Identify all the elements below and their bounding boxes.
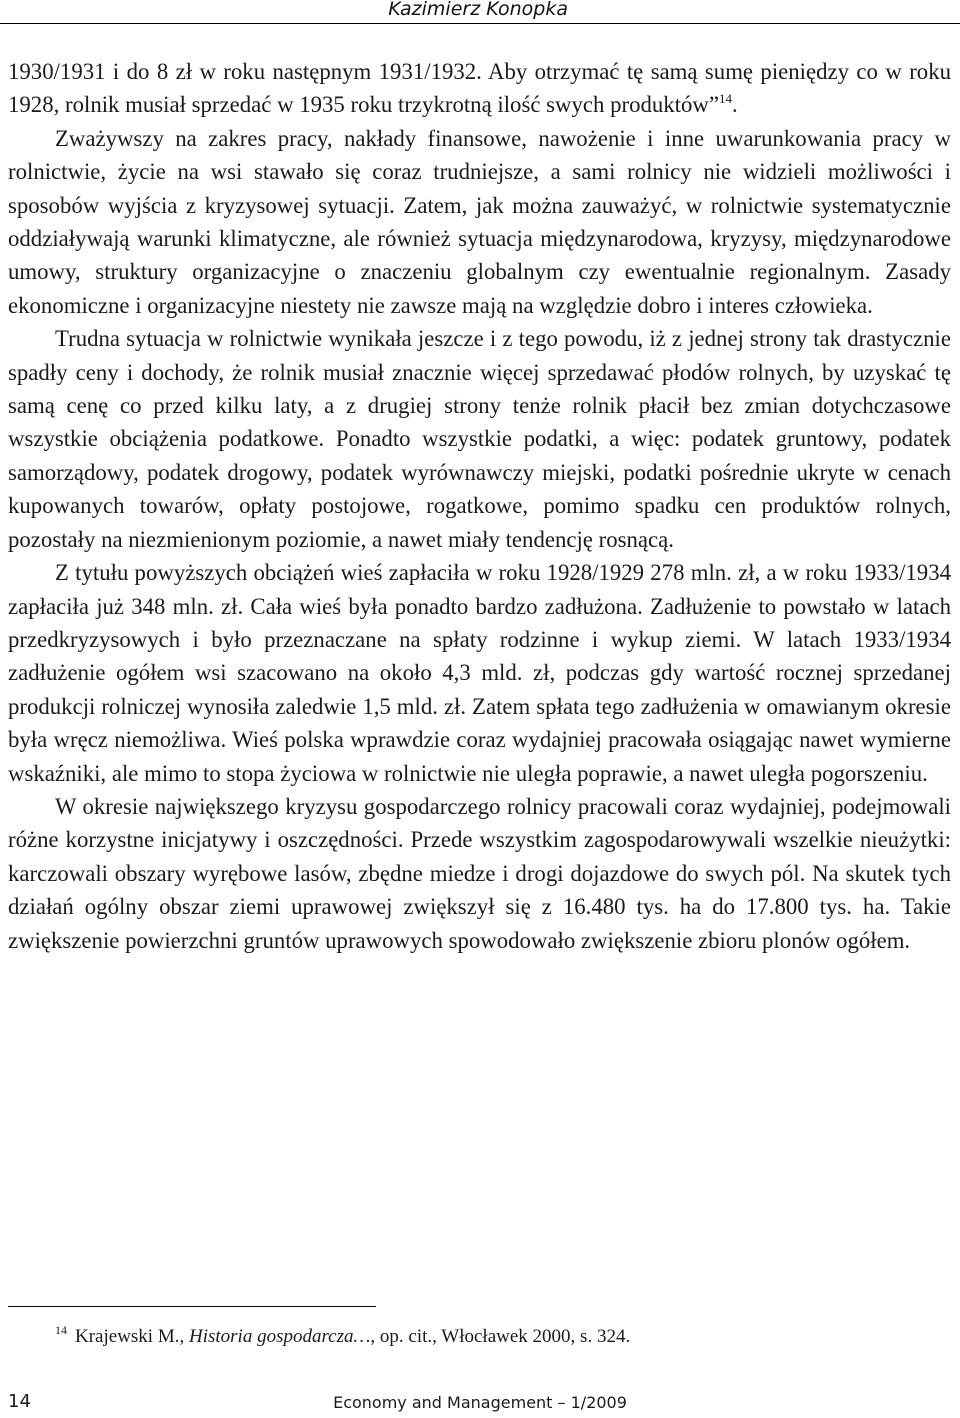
page-number: 14	[8, 1391, 31, 1412]
paragraph-text: 1930/1931 i do 8 zł w roku następnym 1931/1932. Aby otrzymać tę samą sumę pieniędzy co w roku 1928, rolnik musiał sprzedać w 1935 roku trzykrotną ilość swych produktów”	[8, 59, 951, 118]
paragraph-text-tail: .	[732, 92, 738, 118]
paragraph: Zważywszy na zakres pracy, nakłady finansowe, nawożenie i inne uwarunkowania pracy w rolnictwie, życie na wsi stawało się coraz trudniejsze, a sami rolnicy nie widzieli możliwości i sposobów wyjścia z kryzysowej sytuacji. Zatem, jak można zauważyć, w rolnictwie systematycznie oddziaływają warunki klimatyczne, ale również sytuacja międzynarodowa, kryzysy, międzynarodowe umowy, struktury organizacyjne o znaczeniu globalnym czy ewentualnie regionalnym. Zasady ekonomiczne i organizacyjne niestety nie zawsze mają na względzie dobro i interes człowieka.	[8, 125, 951, 318]
paragraph: Trudna sytuacja w rolnictwie wynikała jeszcze i z tego powodu, iż z jednej strony tak drastycznie spadły ceny i dochody, że rolnik musiał znacznie więcej sprzedawać płodów rolnych, by uzyskać tę samą cenę co przed kilku laty, a z drugiej strony tenże rolnik płacił bez zmian dotychczasowe wszystkie obciążenia podatkowe. Ponadto wszystkie podatki, a więc: podatek gruntowy, podatek samorządowy, podatek drogowy, podatek wyrównawczy miejski, podatki pośrednie ukryte w cenach kupowanych towarów, opłaty postojowe, rogatkowe, pomimo spadku cen produktów rolnych, pozostały na niezmienionym poziomie, a nawet miały tendencję rosnącą.	[8, 326, 951, 552]
footnote-separator	[8, 1306, 376, 1307]
footnote-reference[interactable]: 14	[719, 91, 732, 107]
body-text	[8, 55, 951, 957]
paragraph: W okresie największego kryzysu gospodarczego rolnicy pracowali coraz wydajniej, podejmowali różne korzystne inicjatywy i oszczędności. Przede wszystkim zagospodarowywali wszelkie nieużytki: karczowali obszary wyrębowe lasów, zbędne miedze i drogi dojazdowe do swych pól. Na skutek tych działań ogólny obszar ziemi uprawowej zwiększył się z 16.480 tys. ha do 17.800 tys. ha. Takie zwiększenie powierzchni gruntów uprawowych spowodowało zwiększenie zbioru plonów ogółem.	[8, 793, 951, 953]
footnote-citation: , op. cit., Włocławek 2000, s. 324.	[370, 1326, 631, 1347]
paragraph-continued	[8, 55, 951, 122]
paragraph: Z tytułu powyższych obciążeń wieś zapłaciła w roku 1928/1929 278 mln. zł, a w roku 1933/1934 zapłaciła już 348 mln. zł. Cała wieś była ponadto bardzo zadłużona. Zadłużenie to powstało w latach przedkryzysowych i było przeznaczane na spłaty rodzinne i wykup ziemi. W latach 1933/1934 zadłużenie ogółem wsi szacowano na około 4,3 mld. zł, podczas gdy wartość rocznej sprzedanej produkcji rolniczej wynosiła zaledwie 1,5 mld. zł. Zatem spłata tego zadłużenia w omawianym okresie była wręcz niemożliwa. Wieś polska wprawdzie coraz wydajniej pracowała osiągając nawet wymierne wskaźniki, ale mimo to stopa życiowa w rolnictwie nie uległa poprawie, a nawet uległa pogorszeniu.	[8, 560, 951, 786]
footnote-number: 14	[55, 1323, 67, 1337]
running-header	[0, 0, 960, 24]
footnote	[55, 1324, 935, 1350]
footnote-author: Krajewski M.,	[75, 1326, 189, 1347]
journal-footer: Economy and Management – 1/2009	[333, 1393, 627, 1412]
footnote-title: Historia gospodarcza…	[188, 1326, 371, 1347]
header-author: Kazimierz Konopka	[388, 0, 568, 20]
